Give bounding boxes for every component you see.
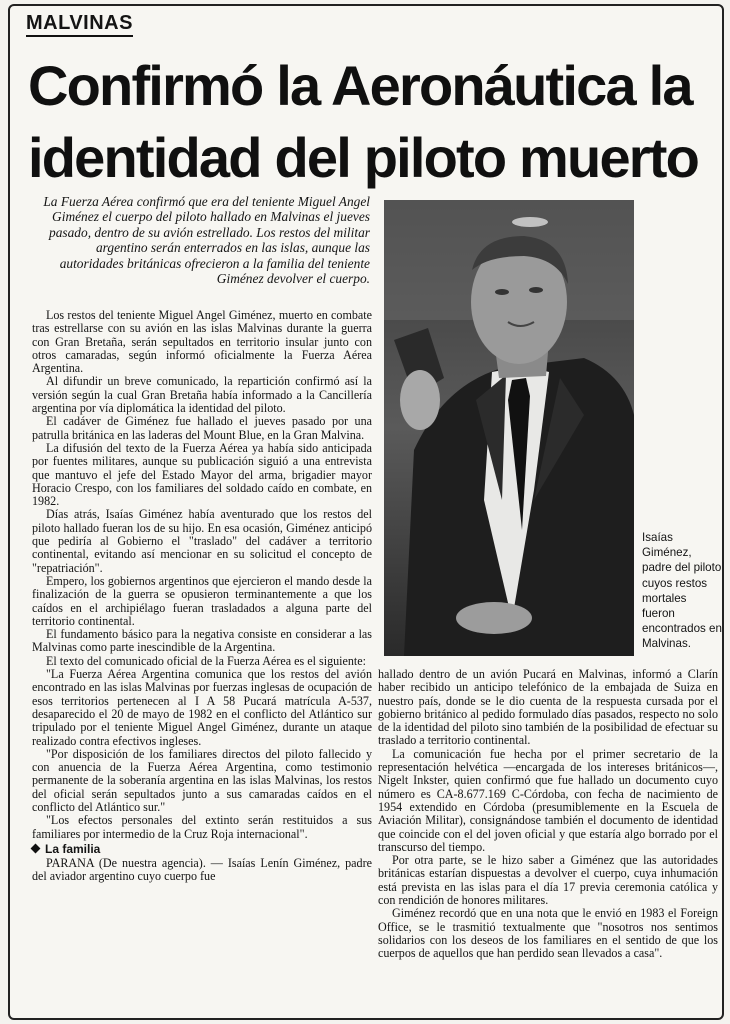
quote-paragraph: "Por disposición de los familiares directos del piloto fallecido y con anuencia de la Fuerza Aérea Argentina, como testimonio permanente de la soberanía argentina en las islas Malvinas, los restos del oficial serán sepultados junto a sus camaradas caídos en el conflicto del Atlántico sur.": [32, 746, 372, 814]
subheading-label: La familia: [45, 841, 101, 856]
paragraph: El texto del comunicado oficial de la Fuerza Aérea es el siguiente:: [46, 653, 367, 668]
article-column-right: [378, 668, 718, 961]
paragraph: hallado dentro de un avión Pucará en Malvinas, informó a Clarín haber recibido un anticipo telefónico de la embajada de Suiza en nuestro país, donde se le dio cuenta de la respuesta cursada por el gobierno británico al pedido formulado días pasados, respecto no solo de la identidad del piloto sino también de la posibilidad de efectuar su traslado a territorio continental.: [378, 667, 718, 748]
paragraph: PARANA (De nuestra agencia). — Isaías Lenín Giménez, padre del aviador argentino cuyo cuerpo fue: [32, 856, 372, 884]
quote-paragraph: "Los efectos personales del extinto serán restituidos a sus familiares por intermedio de la Cruz Roja internacional".: [32, 813, 372, 841]
lead-paragraph: La Fuerza Aérea confirmó que era del teniente Miguel Angel Giménez el cuerpo del piloto hallado en Malvinas el jueves pasado, dentro de su avión estrellado. Los restos del militar argentino serán enterrados en las islas, aunque las autoridades británicas ofrecieron a la familia del teniente Giménez devolver el cuerpo.: [43, 194, 370, 287]
quote-paragraph: "La Fuerza Aérea Argentina comunica que los restos del avión encontrado en las islas Malvinas por fuerzas inglesas de ocupación de esos territorios pertenecen al I A 58 Pucará matrícula A-537, desaparecido el 20 de mayo de 1982 en el conflicto del Atlántico sur tripulado por el teniente Miguel Angel Giménez, durante un ataque realizado contra efectivos ingleses.: [32, 667, 372, 748]
paragraph: Empero, los gobiernos argentinos que ejercieron el mando desde la finalización de la guerra se opusieron terminantemente a que los caídos en el archipiélago fueran trasladados a alguna parte del territorio continental.: [32, 573, 372, 628]
paragraph: El cadáver de Giménez fue hallado el jueves pasado por una patrulla británica en las laderas del Mount Blue, en la Gran Malvina.: [32, 414, 372, 442]
paragraph: El fundamento básico para la negativa consiste en considerar a las Malvinas como parte inescindible de la Argentina.: [32, 627, 372, 655]
subheading: [32, 843, 372, 856]
article-column-left: [32, 309, 372, 884]
paragraph: Giménez recordó que en una nota que le envió en 1983 el Foreign Office, se le trasmitió textualmente que "nosotros nos sentimos solidarios con los deseos de los familiares en el sentido de que los cuerpos de aquellos que han perdido sean llevados a casa".: [378, 906, 718, 961]
paragraph: Al difundir un breve comunicado, la repartición confirmó así la versión según la cual Gran Bretaña había informado a la Cancillería argentina por vía diplomática la identidad del piloto.: [32, 374, 372, 416]
paragraph: Por otra parte, se le hizo saber a Giménez que las autoridades británicas estarían dispuestas a devolver el cuerpo, cuya inhumación está prevista en las islas para el día 17 previa ceremonia católica y con rendición de honores militares.: [378, 853, 718, 908]
paragraph: La difusión del texto de la Fuerza Aérea ya había sido anticipada por fuentes militares, aunque su publicación siguió a una entrevista que mantuvo el jefe del Estado Mayor del arma, brigadier mayor Horacio Crespo, con los familiares del soldado caído en combate, en 1982.: [32, 440, 372, 509]
photo-isaias-gimenez: [384, 200, 634, 656]
paragraph: La comunicación fue hecha por el primer secretario de la representación helvética —encargada de los intereses británicos—, Nigelt Inkster, quien confirmó que fue hallado un documento cuyo número es CA-8.677.169 C-Córdoba, con fecha de nacimiento de 1954 extendido en Córdoba (presumiblemente en la Escuela de Aviación Militar), consignándose también el documento de identidad que coincide con el del joven oficial y que estaría algo borrado por el transcurso del tiempo.: [378, 746, 718, 854]
section-label: MALVINAS: [26, 12, 133, 37]
headline: Confirmó la Aeronáutica la identidad del piloto muerto: [28, 54, 699, 189]
newspaper-clipping: [8, 4, 724, 1020]
paragraph: Los restos del teniente Miguel Angel Giménez, muerto en combate tras estrellarse con su avión en las islas Malvinas durante la guerra con Gran Bretaña, serán sepultados en territorio insular junto con otros camaradas, según informó oficialmente la Fuerza Aérea Argentina.: [32, 308, 372, 376]
photo-caption: Isaías Giménez, padre del piloto cuyos restos mortales fueron encontrados en Malvinas.: [642, 531, 722, 651]
diamond-bullet-icon: [31, 843, 41, 853]
paragraph: Días atrás, Isaías Giménez había aventurado que los restos del piloto hallado fueran los de su hijo. En esa ocasión, Giménez anticipó que pediría al Gobierno el "traslado" del cadáver a territorio continental, evitando así mencionar en su solicitud el concepto de "repatriación".: [32, 507, 372, 575]
